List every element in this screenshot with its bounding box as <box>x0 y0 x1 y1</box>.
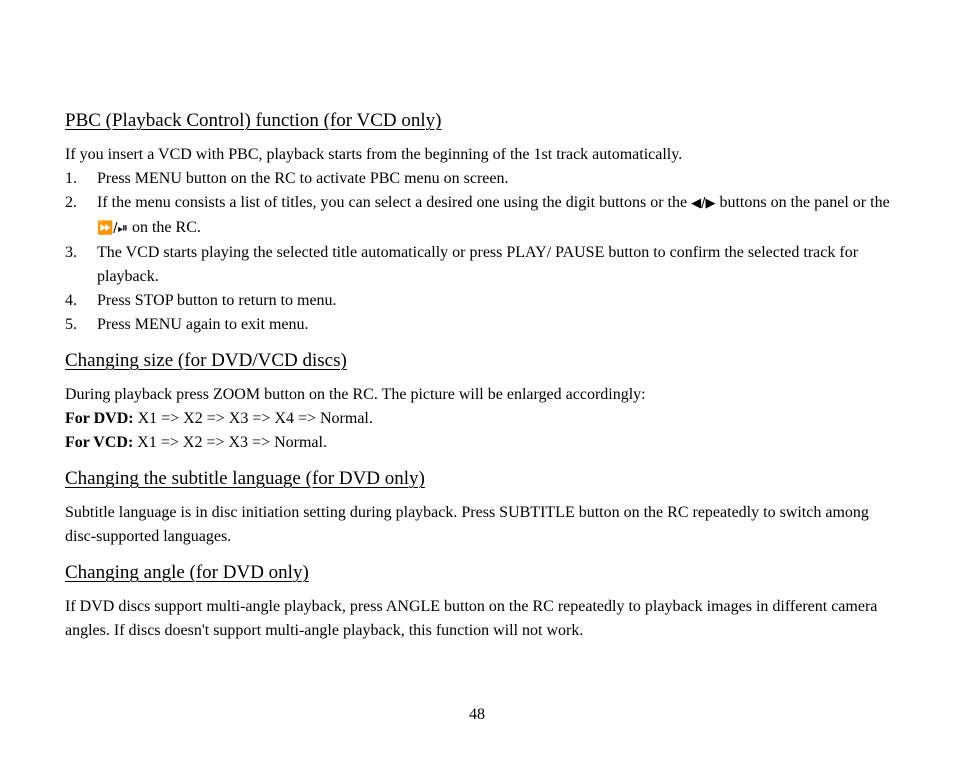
prev-next-arrows-icon: ◀/▶ <box>691 196 716 211</box>
heading-angle: Changing angle (for DVD only) <box>65 562 309 583</box>
list-item <box>65 191 895 241</box>
step-number: 1. <box>65 170 77 187</box>
size-dvd-line <box>65 407 895 431</box>
heading-pbc: PBC (Playback Control) function (for VCD only) <box>65 110 442 131</box>
heading-size: Changing size (for DVD/VCD discs) <box>65 350 347 371</box>
angle-body: If DVD discs support multi-angle playback, press ANGLE button on the RC repeatedly to playback images in different camera angles. If discs doesn't support multi-angle playback, this function will not work. <box>65 598 878 639</box>
vcd-zoom-sequence: X1 => X2 => X3 => Normal. <box>133 434 327 451</box>
pbc-intro: If you insert a VCD with PBC, playback starts from the beginning of the 1st track automatically. <box>65 146 683 163</box>
list-item <box>65 289 895 313</box>
list-item <box>65 167 895 191</box>
dvd-label: For DVD: <box>65 410 134 427</box>
list-item <box>65 313 895 337</box>
step-text: Press MENU button on the RC to activate PBC menu on screen. <box>97 170 509 187</box>
step-text: Press MENU again to exit menu. <box>97 316 309 333</box>
step-text: on the RC. <box>127 219 201 236</box>
forward-play-pause-icon: ⏩/⏯ <box>97 221 128 236</box>
step-number: 4. <box>65 292 77 309</box>
step-text: If the menu consists a list of titles, you can select a desired one using the digit buttons or the <box>97 194 692 211</box>
page-content <box>65 108 895 654</box>
step-text: buttons on the panel or the <box>715 194 890 211</box>
section-pbc <box>65 108 895 337</box>
section-size <box>65 348 895 455</box>
dvd-zoom-sequence: X1 => X2 => X3 => X4 => Normal. <box>133 410 373 427</box>
step-text: The VCD starts playing the selected title automatically or press PLAY/ PAUSE button to confirm the selected track for playback. <box>97 244 859 285</box>
size-vcd-line <box>65 431 895 455</box>
vcd-label: For VCD: <box>65 434 134 451</box>
section-angle <box>65 560 895 643</box>
step-number: 3. <box>65 244 77 261</box>
subtitle-body: Subtitle language is in disc initiation setting during playback. Press SUBTITLE button on the RC repeatedly to switch among disc-supported languages. <box>65 504 869 545</box>
section-subtitle <box>65 466 895 549</box>
step-number: 5. <box>65 316 77 333</box>
page-number: 48 <box>469 706 485 723</box>
heading-subtitle: Changing the subtitle language (for DVD only) <box>65 468 425 489</box>
pbc-steps-list <box>65 167 895 337</box>
list-item <box>65 241 895 289</box>
step-text: Press STOP button to return to menu. <box>97 292 337 309</box>
size-intro: During playback press ZOOM button on the RC. The picture will be enlarged accordingly: <box>65 386 646 403</box>
step-number: 2. <box>65 194 77 211</box>
